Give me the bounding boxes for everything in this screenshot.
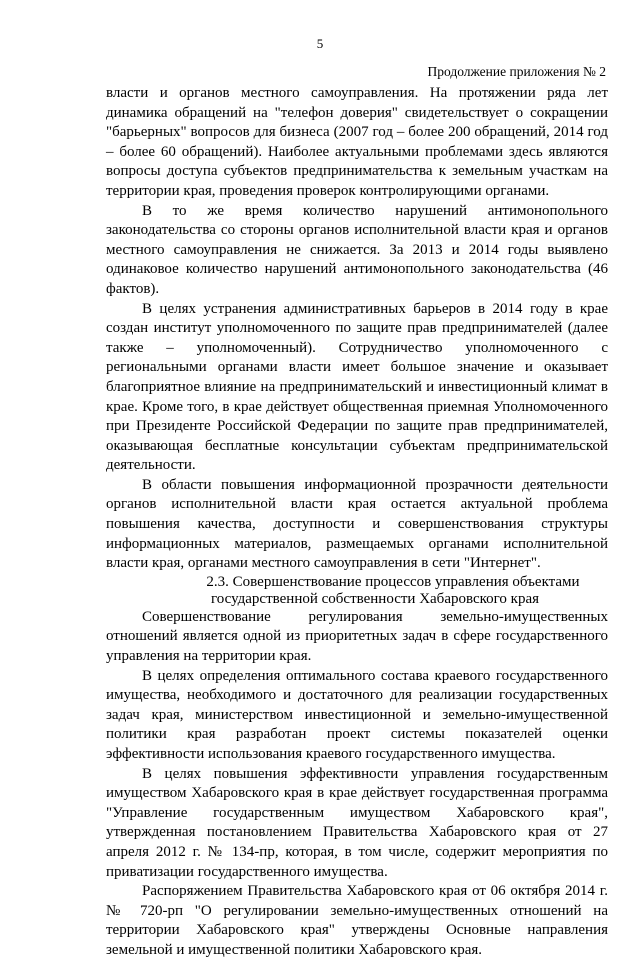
section-heading: 2.3. Совершенствование процессов управления объектами государственной собственности Хабаровского края	[206, 573, 580, 607]
paragraph: В то же время количество нарушений антимонопольного законодательства со стороны органов исполнительной власти края и органов местного самоуправления не снижается. За 2013 и 2014 годы выявлено одинаковое количество нарушений антимонопольного законодательства (46 фактов).	[106, 202, 608, 297]
paragraph: В целях определения оптимального состава краевого государственного имущества, необходимого и достаточного для реализации государственных задач края, министерством инвестиционной и земельно-имущественной политики края разработан проект системы показателей оценки эффективности использования краевого государственного имущества.	[106, 667, 608, 762]
appendix-continuation-label: Продолжение приложения № 2	[427, 64, 606, 79]
page-number: 5	[316, 36, 324, 51]
paragraph: В целях повышения эффективности управления государственным имуществом Хабаровского края в крае действует государственная программа "Управление государственным имуществом Хабаровского края", утвержденная постановлением Правительства Хабаровского края от 27 апреля 2012 г. № 134-пр, которая, в том числе, содержит мероприятия по приватизации государственного имущества.	[106, 765, 608, 880]
paragraph: В целях устранения административных барьеров в 2014 году в крае создан институт уполномоченного по защите прав предпринимателей (далее также – уполномоченный). Сотрудничество уполномоченного с региональными органами власти имеет большое значение и оказывает благоприятное влияние на предпринимательский и инвестиционный климат в крае. Кроме того, в крае действует общественная приемная Уполномоченного при Президенте Российской Федерации по защите прав предпринимателей, оказывающая бесплатные консультации субъектам предпринимательской деятельности.	[106, 300, 608, 474]
document-body	[106, 84, 608, 961]
paragraph: власти и органов местного самоуправления. На протяжении ряда лет динамика обращений на "телефон доверия" свидетельствует о сокращении "барьерных" вопросов для бизнеса (2007 год – более 200 обращений, 2014 год – более 60 обращений). Наиболее актуальными проблемами здесь являются вопросы доступа субъектов предпринимательства к земельным участкам на территории края, проведения проверок контролирующими органами.	[106, 85, 608, 199]
paragraph: В области повышения информационной прозрачности деятельности органов исполнительной власти края остается актуальной проблема повышения качества, доступности и совершенствования структуры информационных материалов, размещаемых органами исполнительной власти края, органами местного самоуправления в сети "Интернет".	[106, 476, 608, 572]
paragraph: Распоряжением Правительства Хабаровского края от 06 октября 2014 г. № 720-рп "О регулировании земельно-имущественных отношений на территории Хабаровского края" утверждены Основные направления земельной и имущественной политики Хабаровского края.	[106, 883, 608, 958]
paragraph: Совершенствование регулирования земельно-имущественных отношений является одной из приоритетных задач в сфере государственного управления на территории края.	[106, 608, 608, 665]
